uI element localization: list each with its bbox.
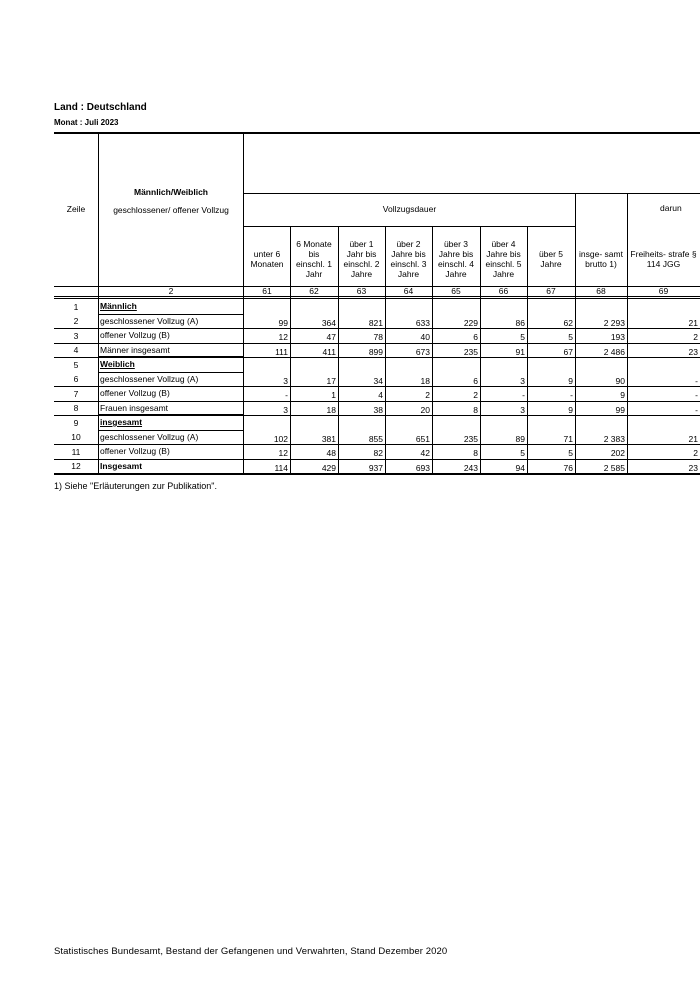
row-label: insgesamt [100,417,143,427]
table-cell: 429 [321,462,336,473]
row-rule [54,401,700,402]
table-cell: 102 [273,433,288,444]
table-cell: 229 [463,317,478,328]
table-cell: 5 [568,332,573,342]
table-cell: 91 [515,346,525,357]
column-number: 66 [498,286,509,296]
table-cell: - [695,404,698,415]
zeile-header: Zeile [66,204,86,214]
table-cell: 114 [274,462,288,473]
table-cell: 12 [278,332,288,342]
table-cell: 4 [378,390,383,400]
column-header: über 5 Jahre [538,249,564,269]
column-number: 61 [262,286,272,296]
table-cell: 18 [420,375,430,386]
group-darunter: darun [660,203,682,213]
table-cell: 2 [473,390,478,400]
column-number: 68 [596,286,606,296]
row-number: 9 [73,417,79,428]
group-vollzugsdauer: Vollzugsdauer [382,204,437,214]
table-cell: 937 [368,462,383,473]
table-cell: - [570,390,573,400]
table-cell: 693 [415,462,430,473]
column-number: 69 [658,286,669,296]
column-number: 67 [546,286,556,296]
row-label: geschlossener Vollzug (A) [100,315,199,326]
table-cell: 5 [520,448,525,458]
table-cell: 47 [326,332,336,342]
table-cell: 6 [473,375,478,386]
table-cell: 23 [688,462,698,473]
table-cell: - [695,390,698,400]
table-cell: 20 [420,404,430,415]
column-number: 65 [451,286,461,296]
row-number: 3 [73,330,79,341]
row-rule [98,372,244,373]
row-rule [54,444,700,445]
table-cell: 5 [568,448,573,458]
table-cell: 76 [563,462,573,473]
header-rule [244,226,575,227]
table-cell: 23 [688,346,698,357]
table-cell: 71 [563,433,573,444]
table-cell: 2 [693,448,698,458]
table-cell: 2 [425,390,430,400]
table-cell: 99 [615,404,625,415]
col-divider [98,132,99,474]
table-cell: 21 [688,317,698,328]
row-number: 2 [73,316,79,326]
row-label: offener Vollzug (B) [100,388,170,398]
row-label: offener Vollzug (B) [100,446,170,456]
number-row-bottom-rule-2 [54,298,700,299]
table-cell: 673 [415,346,430,357]
table-cell: 8 [473,448,478,458]
land-label: Land : Deutschland [54,102,147,113]
table-cell: 89 [515,433,525,444]
row-rule [54,343,700,344]
table-cell: 821 [368,317,383,328]
row-number: 12 [71,461,81,471]
table-cell: 1 [331,390,336,400]
column-number: 64 [403,286,414,296]
table-cell: 6 [473,332,478,342]
table-cell: 48 [326,448,336,458]
row-label: Frauen insgesamt [100,402,169,413]
table-cell: 364 [321,317,336,328]
table-cell: 193 [610,332,625,342]
column-header: Freiheits- strafe § 114 JGG [630,249,697,269]
table-cell: 243 [463,462,478,473]
table-cell: 235 [463,346,478,357]
row-number: 7 [73,388,79,399]
row-number: 1 [73,301,79,312]
table-cell: 8 [473,404,478,415]
table-cell: 18 [326,404,336,415]
table-cell: 651 [415,433,430,444]
table-top-rule [54,132,700,134]
table-cell: 21 [688,433,698,444]
table-cell: 381 [321,433,336,444]
table-cell: 9 [568,404,573,415]
table-cell: 235 [463,433,478,444]
table-cell: 94 [515,462,525,473]
table-cell: 2 [693,332,698,342]
table-cell: 3 [283,404,288,415]
row-label: geschlossener Vollzug (A) [100,373,199,384]
table-cell: 202 [610,448,625,458]
table-cell: 9 [620,390,625,400]
column-header: über 2 Jahre bis einschl. 3 Jahre [390,239,427,279]
table-cell: 2 293 [603,317,625,328]
table-cell: 855 [368,433,383,444]
table-cell: 86 [515,317,525,328]
row-number: 10 [71,432,81,442]
column-header: über 3 Jahre bis einschl. 4 Jahre [438,239,474,279]
row-label: offener Vollzug (B) [100,330,170,340]
footnote: 1) Siehe "Erläuterungen zur Publikation". [54,481,217,491]
row-number: 4 [73,345,79,355]
column-number: 63 [356,286,367,296]
column-header: 6 Monate bis einschl. 1 Jahr [296,239,332,279]
table-bottom-rule [54,473,700,475]
label-header-title: Männlich/Weiblich [134,187,208,197]
table-cell: 67 [563,346,573,357]
row-label: Männlich [100,301,137,311]
thick-rule [98,414,244,416]
row-rule [54,386,700,387]
row-label: geschlossener Vollzug (A) [100,431,199,442]
table-cell: 111 [275,346,288,357]
table-cell: 12 [278,448,288,458]
row-number: 6 [73,374,79,384]
table-cell: - [522,390,525,400]
table-cell: 411 [322,346,336,357]
row-label: Männer insgesamt [100,344,170,355]
table-cell: 899 [368,346,383,357]
table-cell: 99 [278,317,288,328]
table-cell: 2 585 [603,462,625,473]
table-cell: - [695,375,698,386]
table-cell: 38 [373,404,383,415]
column-header: über 1 Jahr bis einschl. 2 Jahre [343,239,380,279]
table-cell: 42 [420,448,430,458]
column-header: unter 6 Monaten [250,249,284,269]
row-number: 8 [73,403,79,413]
number-row-bottom-rule [54,296,700,297]
source-note: Statistisches Bundesamt, Bestand der Gefangenen und Verwahrten, Stand Dezember 2020 [54,946,448,957]
column-number: 2 [168,286,174,296]
row-rule [98,314,244,315]
row-rule [54,328,700,329]
row-rule [54,459,700,460]
row-label: Insgesamt [100,460,143,471]
table-cell: 9 [568,375,573,386]
thick-rule [98,356,244,358]
table-cell: 3 [283,375,288,386]
table-cell: 633 [415,317,430,328]
table-cell: 5 [520,332,525,342]
table-cell: 90 [615,375,625,386]
column-header: über 4 Jahre bis einschl. 5 Jahre [485,239,522,279]
table-cell: 40 [420,332,430,342]
table-cell: 3 [520,375,525,386]
table-cell: - [285,390,288,400]
table-cell: 3 [520,404,525,415]
table-cell: 17 [326,375,336,386]
row-rule [98,430,244,431]
row-label: Weiblich [100,359,135,369]
table-cell: 2 486 [603,346,625,357]
table-cell: 78 [373,332,383,342]
table-cell: 2 383 [603,433,625,444]
row-number: 5 [73,359,79,370]
table-cell: 82 [373,448,383,458]
column-header: insge- samt brutto 1) [579,249,623,269]
table-cell: 34 [373,375,383,386]
table-cell: 62 [563,317,573,328]
header-rule [244,193,700,194]
month-label: Monat : Juli 2023 [54,118,119,127]
label-header-sub: geschlossener/ offener Vollzug [113,205,229,215]
row-number: 11 [71,446,81,457]
column-number: 62 [309,286,319,296]
